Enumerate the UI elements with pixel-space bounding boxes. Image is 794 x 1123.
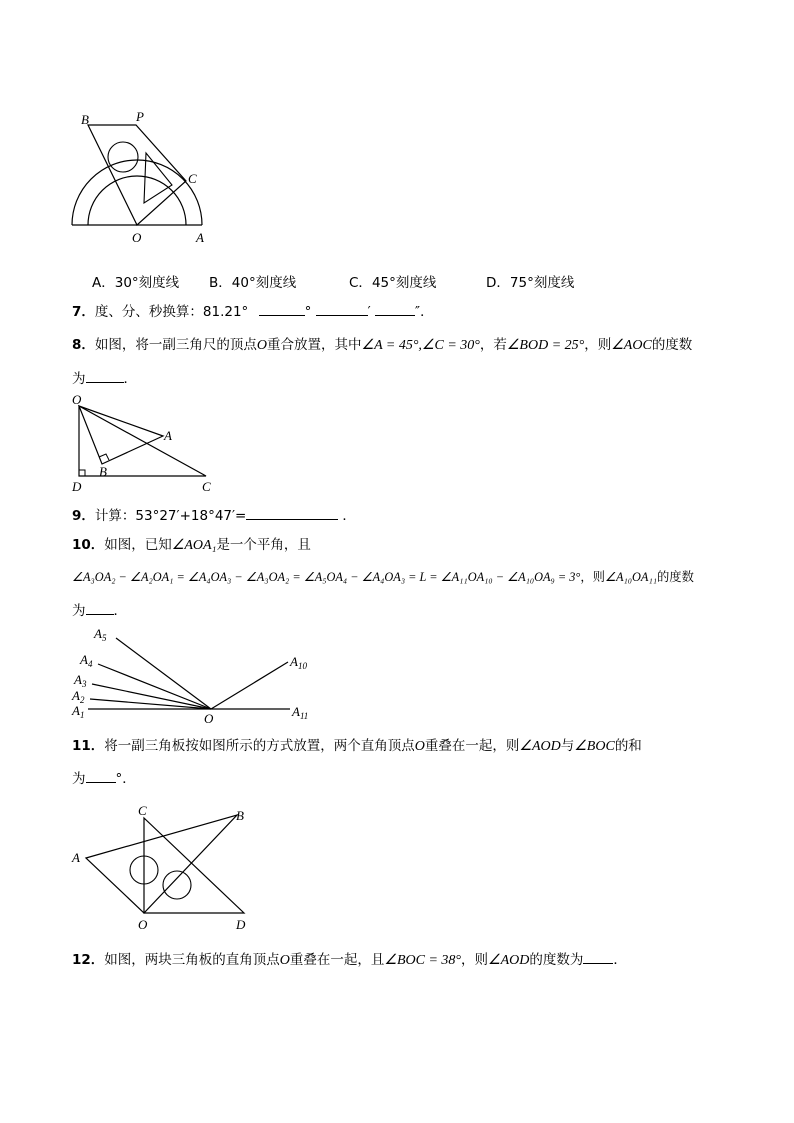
label-B: B	[99, 464, 107, 479]
choice-c[interactable]: C．45°刻度线	[349, 275, 437, 291]
q7-blank-min[interactable]	[316, 301, 368, 316]
q9-text: 9．计算：53°27′+18°47′= ．	[72, 505, 356, 526]
q8-triangle-oba	[79, 406, 163, 464]
q10-line3: 为 ．	[72, 600, 127, 621]
label-A11: $A_{11}$	[292, 704, 309, 721]
label-A: A	[164, 428, 172, 443]
q12-blank[interactable]	[583, 949, 613, 964]
set-square-circle	[108, 142, 138, 172]
q11-triangle-aob	[86, 815, 237, 913]
label-P: P	[136, 109, 144, 124]
ray-oa10	[211, 662, 288, 709]
label-A10: $A_{10}$	[290, 654, 307, 671]
label-A2: $A_2$	[72, 688, 85, 705]
label-C: C	[188, 171, 197, 186]
label-D: D	[236, 917, 246, 932]
label-A: A	[196, 230, 204, 245]
label-O: O	[138, 917, 148, 932]
ray-oa3	[92, 684, 211, 709]
ray-oa4	[98, 664, 211, 709]
choice-a[interactable]: A．30°刻度线	[92, 275, 180, 291]
q11-triangle-cod	[144, 818, 244, 913]
q8-blank[interactable]	[86, 368, 124, 383]
q11-figure	[66, 800, 266, 936]
q11-line2: 为 °．	[72, 768, 136, 789]
q6-choices	[92, 271, 592, 291]
label-A4: $A_4$	[80, 652, 93, 669]
label-C: C	[138, 803, 147, 818]
label-A1: $A_1$	[72, 703, 85, 720]
q10-figure	[66, 622, 326, 726]
label-B: B	[81, 112, 89, 127]
q10-blank[interactable]	[86, 600, 114, 615]
label-O: O	[72, 392, 82, 407]
choice-d[interactable]: D．75°刻度线	[486, 275, 575, 291]
label-O: O	[132, 230, 142, 245]
set-square-outer	[88, 125, 186, 225]
ray-oa2	[90, 699, 211, 709]
label-A5: $A_5$	[94, 626, 107, 643]
q8-right-angle-d	[79, 470, 85, 476]
q11-circle-2	[163, 871, 191, 899]
choice-b[interactable]: B．40°刻度线	[209, 275, 297, 291]
q10-formula-line: ∠A₃OA₂ − ∠A₂OA₁ = ∠A₄OA₃ − ∠A₃OA₂ = ∠A₅OA₄ − ∠A₄OA₃ = L = ∠A₁₁OA₁₀ − ∠A₁₀OA₉ = 3°，则∠A₁₀OA₁₁的度数	[72, 570, 694, 584]
label-A: A	[72, 850, 80, 865]
q8-figure	[66, 390, 226, 495]
ray-oa5	[116, 638, 211, 709]
q7-text: 7．度、分、秒换算：81.21° ° ′ ″．	[72, 301, 434, 322]
q6-figure	[60, 105, 220, 250]
q7-blank-deg[interactable]	[259, 301, 305, 316]
protractor-outer-arc	[72, 160, 202, 225]
label-C: C	[202, 479, 211, 494]
q10-text: 10．如图，已知∠AOA₁是一个平角，且	[72, 537, 311, 553]
label-O: O	[204, 711, 214, 726]
q8-line2: 为 ．	[72, 368, 137, 389]
q7-blank-sec[interactable]	[375, 301, 415, 316]
label-D: D	[72, 479, 82, 494]
q9-blank[interactable]	[246, 505, 338, 520]
label-A3: $A_3$	[74, 672, 87, 689]
q11-blank[interactable]	[86, 768, 116, 783]
q11-text: 11．将一副三角板按如图所示的方式放置，两个直角顶点O重叠在一起，则∠AOD与∠BOC的和	[72, 738, 642, 754]
q12-text: 12．如图，两块三角板的直角顶点O重叠在一起，且∠BOC = 38°，则∠AOD的度数为 ．	[72, 949, 627, 971]
q8-text: 8．如图，将一副三角尺的顶点O重合放置，其中∠A = 45°,∠C = 30°，若∠BOD = 25°，则∠AOC的度数	[72, 337, 693, 353]
label-B: B	[236, 808, 244, 823]
